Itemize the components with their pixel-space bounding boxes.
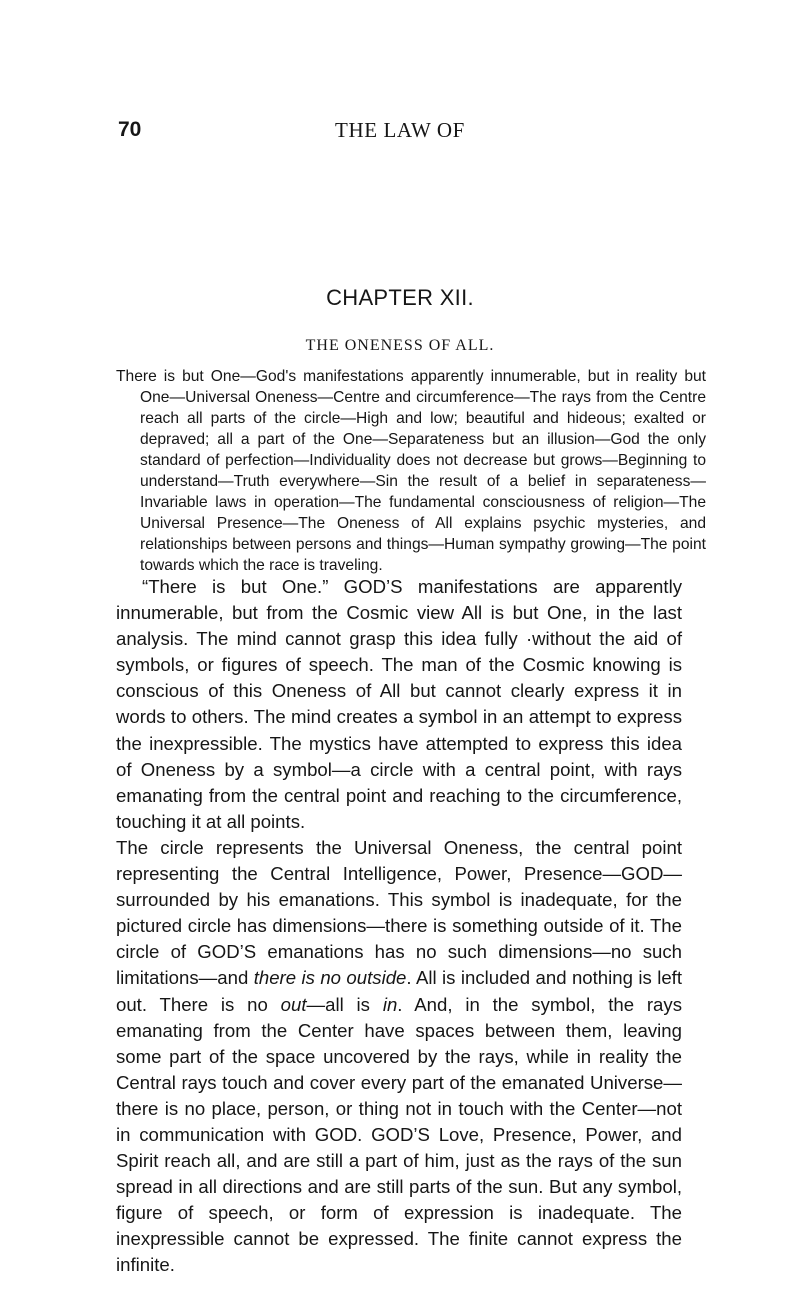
emphasis-no-outside: there is no outside — [253, 967, 407, 989]
body-paragraph-2-text-a: The circle represents the Universal Oneness, the central point representing the Central Intelligence, Power, Presence—GOD—surrounded by his emanations. This symbol is inadequate, for the pictured circle has dimensions—there is something outside of it. The circle of GOD’S emanations has no such dimensions—no such limitations—and — [116, 836, 682, 989]
body-paragraph-2-text-g: . And, in the symbol, the rays emanating from the Center have spaces between them, leaving some part of the space uncovered by the rays, while in reality the Central rays touch and cover every part of the emanated Universe—there is no place, person, or thing not in touch with the Center—not in communication with GOD. GOD’S Love, Presence, Power, and Spirit reach all, and are still a part of him, just as the rays of the sun spread in all directions and are still parts of the sun. But any symbol, figure of speech, or form of expression is inadequate. The inexpressible cannot be expressed. The finite cannot express the infinite. — [116, 993, 682, 1276]
chapter-subtitle: THE ONENESS OF ALL. — [305, 337, 495, 354]
emphasis-in: in — [382, 993, 398, 1015]
body-paragraph-2-text-c: . All is included and nothing is left out. There is no — [116, 967, 683, 1015]
body-paragraph-2 — [116, 835, 682, 1279]
page-header — [0, 118, 800, 148]
page-number: 70 — [118, 118, 142, 141]
running-head: THE LAW OF — [335, 118, 465, 142]
body-paragraph-1 — [116, 574, 682, 835]
chapter-synopsis: There is but One—God's manifestations apparently innumerable, but in reality but One—Universal Oneness—Centre and circumference—The rays from the Centre reach all parts of the circle—High and low; beautiful and hideous; exalted or depraved; all a part of the One—Separateness but an illusion—God the only standard of perfection—Individuality does not decrease but grows—Beginning to understand—Truth everywhere—Sin the result of a belief in separateness—Invariable laws in operation—The fundamental consciousness of religion—The Universal Presence—The Oneness of All explains psychic mysteries, and relationships between persons and things—Human sympathy growing—The point towards which the race is traveling. — [116, 368, 706, 574]
body-paragraph-1-text: “There is but One.” GOD’S manifestations are apparently innumerable, but from the Cosmic view All is but One, in the last analysis. The mind cannot grasp this idea fully ·without the aid of symbols, or figures of speech. The man of the Cosmic knowing is conscious of this Oneness of All but cannot clearly express it in words to others. The mind creates a symbol in an attempt to express the inexpressible. The mystics have attempted to express this idea of Oneness by a symbol—a circle with a central point, with rays emanating from the central point and reaching to the circumference, touching it at all points. — [116, 576, 682, 832]
chapter-title: CHAPTER XII. — [326, 285, 474, 310]
emphasis-out: out — [280, 993, 307, 1015]
body-text — [116, 574, 682, 1279]
body-paragraph-2-text-e: —all is — [306, 993, 383, 1015]
